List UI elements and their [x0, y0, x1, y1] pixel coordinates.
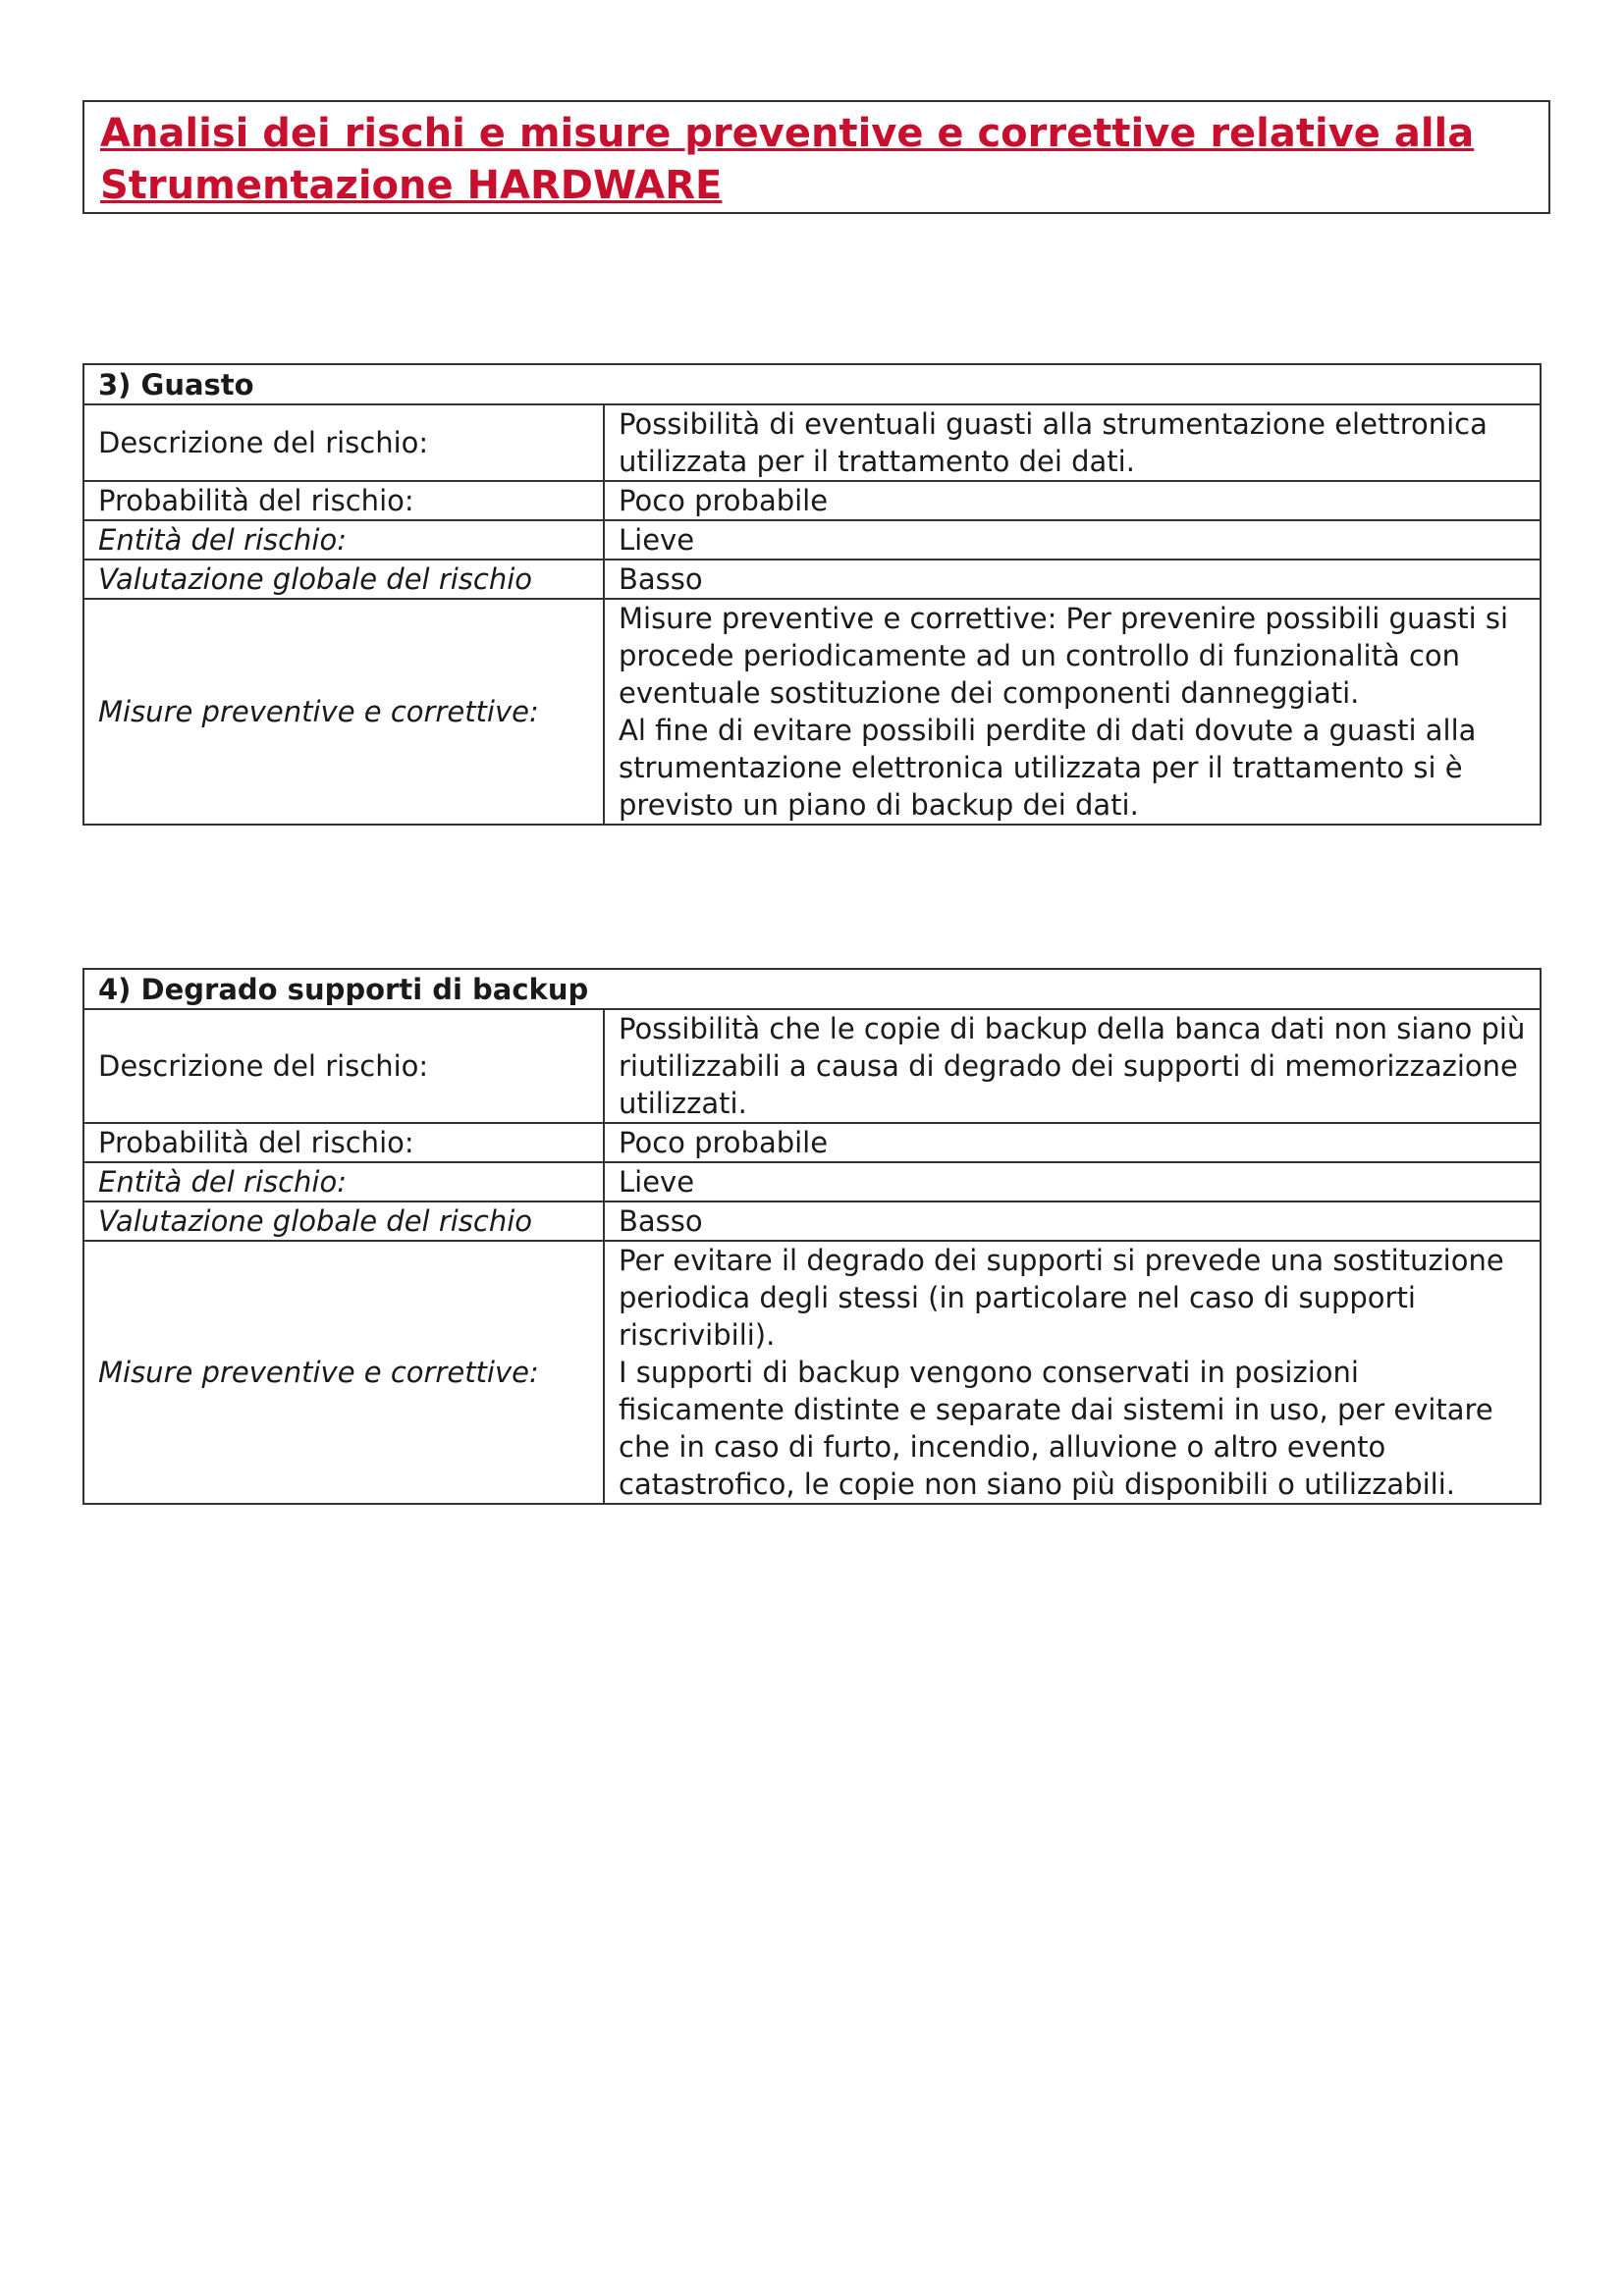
row-label: Probabilità del rischio: — [83, 481, 604, 520]
row-value-paragraph: Per evitare il degrado dei supporti si prevede una sostituzione periodica degli stessi (in particolare nel caso di supporti riscrivibili). — [619, 1244, 1504, 1352]
section-heading-row — [83, 364, 1541, 404]
table-row — [83, 1162, 1541, 1201]
row-value-paragraph: Misure preventive e correttive: Per prevenire possibili guasti si procede periodicamente ad un controllo di funzionalità con eventuale sostituzione dei componenti danneggiati. — [619, 602, 1509, 710]
row-value: Basso — [604, 1201, 1541, 1241]
row-value: Possibilità di eventuali guasti alla strumentazione elettronica utilizzata per il trattamento dei dati. — [604, 404, 1541, 481]
section-heading: 3) Guasto — [83, 364, 1541, 404]
section-heading-row — [83, 969, 1541, 1009]
risk-table-guasto — [82, 363, 1542, 826]
table-row — [83, 520, 1541, 560]
document-title — [100, 108, 1533, 212]
row-value: Basso — [604, 560, 1541, 599]
document-title-line1: Analisi dei rischi e misure preventive e correttive relative alla — [100, 111, 1475, 156]
table-row — [83, 1123, 1541, 1162]
row-value — [604, 599, 1541, 825]
row-value — [604, 1241, 1541, 1504]
table-row — [83, 1009, 1541, 1123]
document-title-box — [82, 100, 1550, 214]
row-value: Lieve — [604, 1162, 1541, 1201]
table-row — [83, 560, 1541, 599]
table-row — [83, 1201, 1541, 1241]
table-row — [83, 1241, 1541, 1504]
table-row — [83, 599, 1541, 825]
risk-table-degrado-backup — [82, 968, 1542, 1505]
section-heading: 4) Degrado supporti di backup — [83, 969, 1541, 1009]
table-row — [83, 481, 1541, 520]
row-label: Descrizione del rischio: — [83, 1009, 604, 1123]
row-value: Poco probabile — [604, 1123, 1541, 1162]
row-label: Misure preventive e correttive: — [83, 1241, 604, 1504]
table-row — [83, 404, 1541, 481]
row-label: Valutazione globale del rischio — [83, 1201, 604, 1241]
document-title-line2: Strumentazione HARDWARE — [100, 163, 723, 208]
row-value: Lieve — [604, 520, 1541, 560]
row-label: Probabilità del rischio: — [83, 1123, 604, 1162]
row-value-paragraph: I supporti di backup vengono conservati in posizioni fisicamente distinte e separate dai sistemi in uso, per evitare che in caso di furto, incendio, alluvione o altro evento catastrofico, le copie non siano più disponibili o utilizzabili. — [619, 1356, 1493, 1501]
row-label: Misure preventive e correttive: — [83, 599, 604, 825]
row-value: Poco probabile — [604, 481, 1541, 520]
row-label: Descrizione del rischio: — [83, 404, 604, 481]
row-label: Valutazione globale del rischio — [83, 560, 604, 599]
row-value-paragraph: Al fine di evitare possibili perdite di dati dovute a guasti alla strumentazione elettronica utilizzata per il trattamento si è previsto un piano di backup dei dati. — [619, 714, 1477, 822]
row-value: Possibilità che le copie di backup della banca dati non siano più riutilizzabili a causa di degrado dei supporti di memorizzazione utilizzati. — [604, 1009, 1541, 1123]
row-label: Entità del rischio: — [83, 520, 604, 560]
row-label: Entità del rischio: — [83, 1162, 604, 1201]
